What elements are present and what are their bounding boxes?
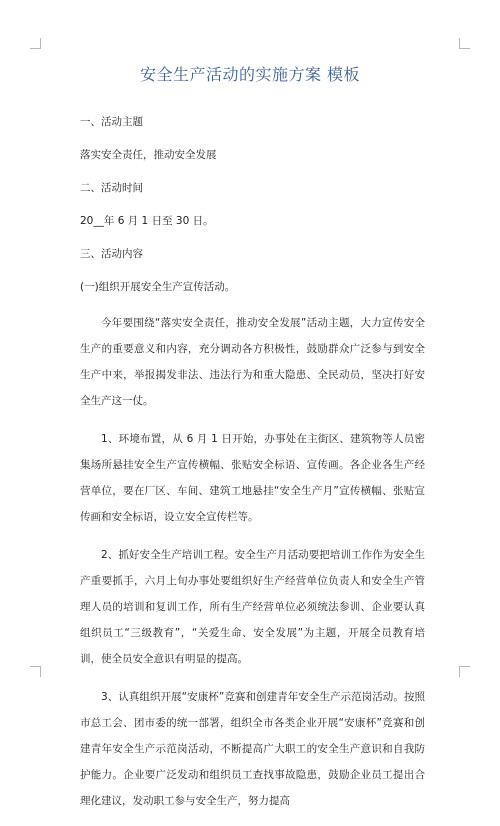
section-3-subheading-1: (一)组织开展安全生产宣传活动。 bbox=[80, 281, 236, 293]
crop-mark-bottom-left bbox=[30, 666, 41, 677]
crop-mark-bottom-right bbox=[459, 666, 470, 677]
section-3-heading: 三、活动内容 bbox=[80, 248, 143, 260]
section-1-text: 落实安全责任，推动安全发展 bbox=[80, 149, 217, 161]
paragraph-item-2: 2、抓好安全生产培训工程。安全生产月活动要把培训工作作为安全生产重要抓手，六月上旬办事处要组织好生产经营单位负责人和安全生产管理人员的培训和复训工作，所有生产经营单位必须统法参训、企业要认真组织员工“三级教育”，“关爱生命、安全发展”为主题，开展全员教育培训，使全员安全意识有明显的提高。 bbox=[80, 549, 425, 665]
paragraph-intro: 今年要围绕“落实安全责任，推动安全发展”活动主题，大力宣传安全生产的重要意义和内容，充分调动各方积极性，鼓励群众广泛参与到安全生产中来，举报揭发非法、违法行为和重大隐患、全民动员，坚决打好安全生产这一仗。 bbox=[80, 317, 425, 407]
document-body bbox=[80, 112, 425, 826]
document-title: 安全生产活动的实施方案 模板 bbox=[139, 65, 361, 84]
crop-mark-top-left bbox=[30, 38, 41, 49]
paragraph-item-3: 3、认真组织开展“安康杯”竞赛和创建青年安全生产示范岗活动。按照市总工会、团市委的统一部署，组织全市各类企业开展“安康杯”竞赛和创建青年安全生产示范岗活动，不断提高广大职工的安全生产意识和自我防护能力。企业要广泛发动和组织员工查找事故隐患，鼓励企业员工提出合理化建议，发动职工参与安全生产，努力提高 bbox=[80, 691, 425, 807]
section-2-text: 20__年 6 月 1 日至 30 日。 bbox=[80, 215, 214, 227]
paragraph-item-1: 1、环境布置，从 6 月 1 日开始，办事处在主街区、建筑物等人员密集场所悬挂安全生产宣传横幅、张贴安全标语、宣传画。各企业各生产经营单位，要在厂区、车间、建筑工地悬挂“安全生产月”宣传横幅、张贴宣传画和安全标语，设立安全宣传栏等。 bbox=[80, 433, 425, 523]
crop-mark-top-right bbox=[459, 38, 470, 49]
section-2-heading: 二、活动时间 bbox=[80, 182, 143, 194]
section-1-heading: 一、活动主题 bbox=[80, 116, 143, 128]
